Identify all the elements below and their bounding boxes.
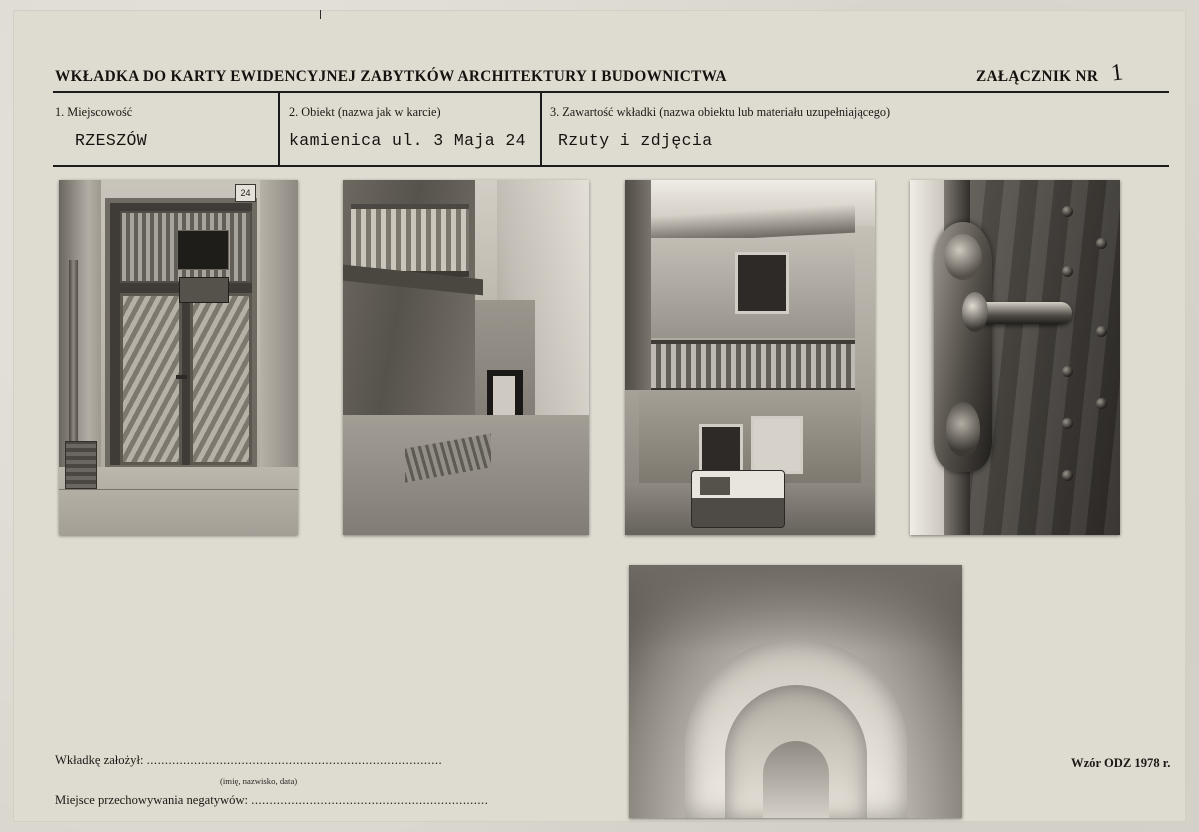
header-rule-top <box>53 91 1169 93</box>
photo-courtyard-passage <box>343 180 589 535</box>
created-by-note: (imię, nazwisko, data) <box>220 776 298 786</box>
annex-label: ZAŁĄCZNIK NR <box>976 68 1099 85</box>
field-value-locality: RZESZÓW <box>75 131 148 150</box>
negatives-label: Miejsce przechowywania negatywów: <box>55 793 249 807</box>
field-label-locality: 1. Miejscowość <box>55 105 133 119</box>
registration-tick <box>320 10 321 19</box>
photo-vaulted-passage-ceiling <box>629 565 962 818</box>
field-label-object: 2. Obiekt (nazwa jak w karcie) <box>289 105 441 119</box>
field-value-contents: Rzuty i zdjęcia <box>558 131 713 150</box>
created-by-line <box>55 753 442 768</box>
page-title: WKŁADKA DO KARTY EWIDENCYJNEJ ZABYTKÓW ARCHITEKTURY I BUDOWNICTWA <box>55 68 727 85</box>
photo-door-handle-detail <box>910 180 1120 535</box>
photo-rear-elevation <box>625 180 875 535</box>
negatives-dots: ................................................................. <box>251 793 489 807</box>
header-rule-bottom <box>53 165 1169 167</box>
created-by-label: Wkładkę założył: <box>55 753 144 767</box>
photo-entrance-door <box>59 180 298 535</box>
field-divider-1 <box>278 93 280 165</box>
annex-number: 1 <box>1109 59 1125 87</box>
document-paper <box>13 10 1186 822</box>
field-value-object: kamienica ul. 3 Maja 24 <box>289 131 526 150</box>
field-label-contents: 3. Zawartość wkładki (nazwa obiektu lub materiału uzupełniającego) <box>550 105 891 119</box>
field-divider-2 <box>540 93 542 165</box>
form-code: Wzór ODZ 1978 r. <box>1071 756 1171 770</box>
created-by-dots: ................................................................................. <box>146 753 443 767</box>
negatives-line <box>55 793 488 808</box>
house-number-plaque: 24 <box>235 184 256 202</box>
